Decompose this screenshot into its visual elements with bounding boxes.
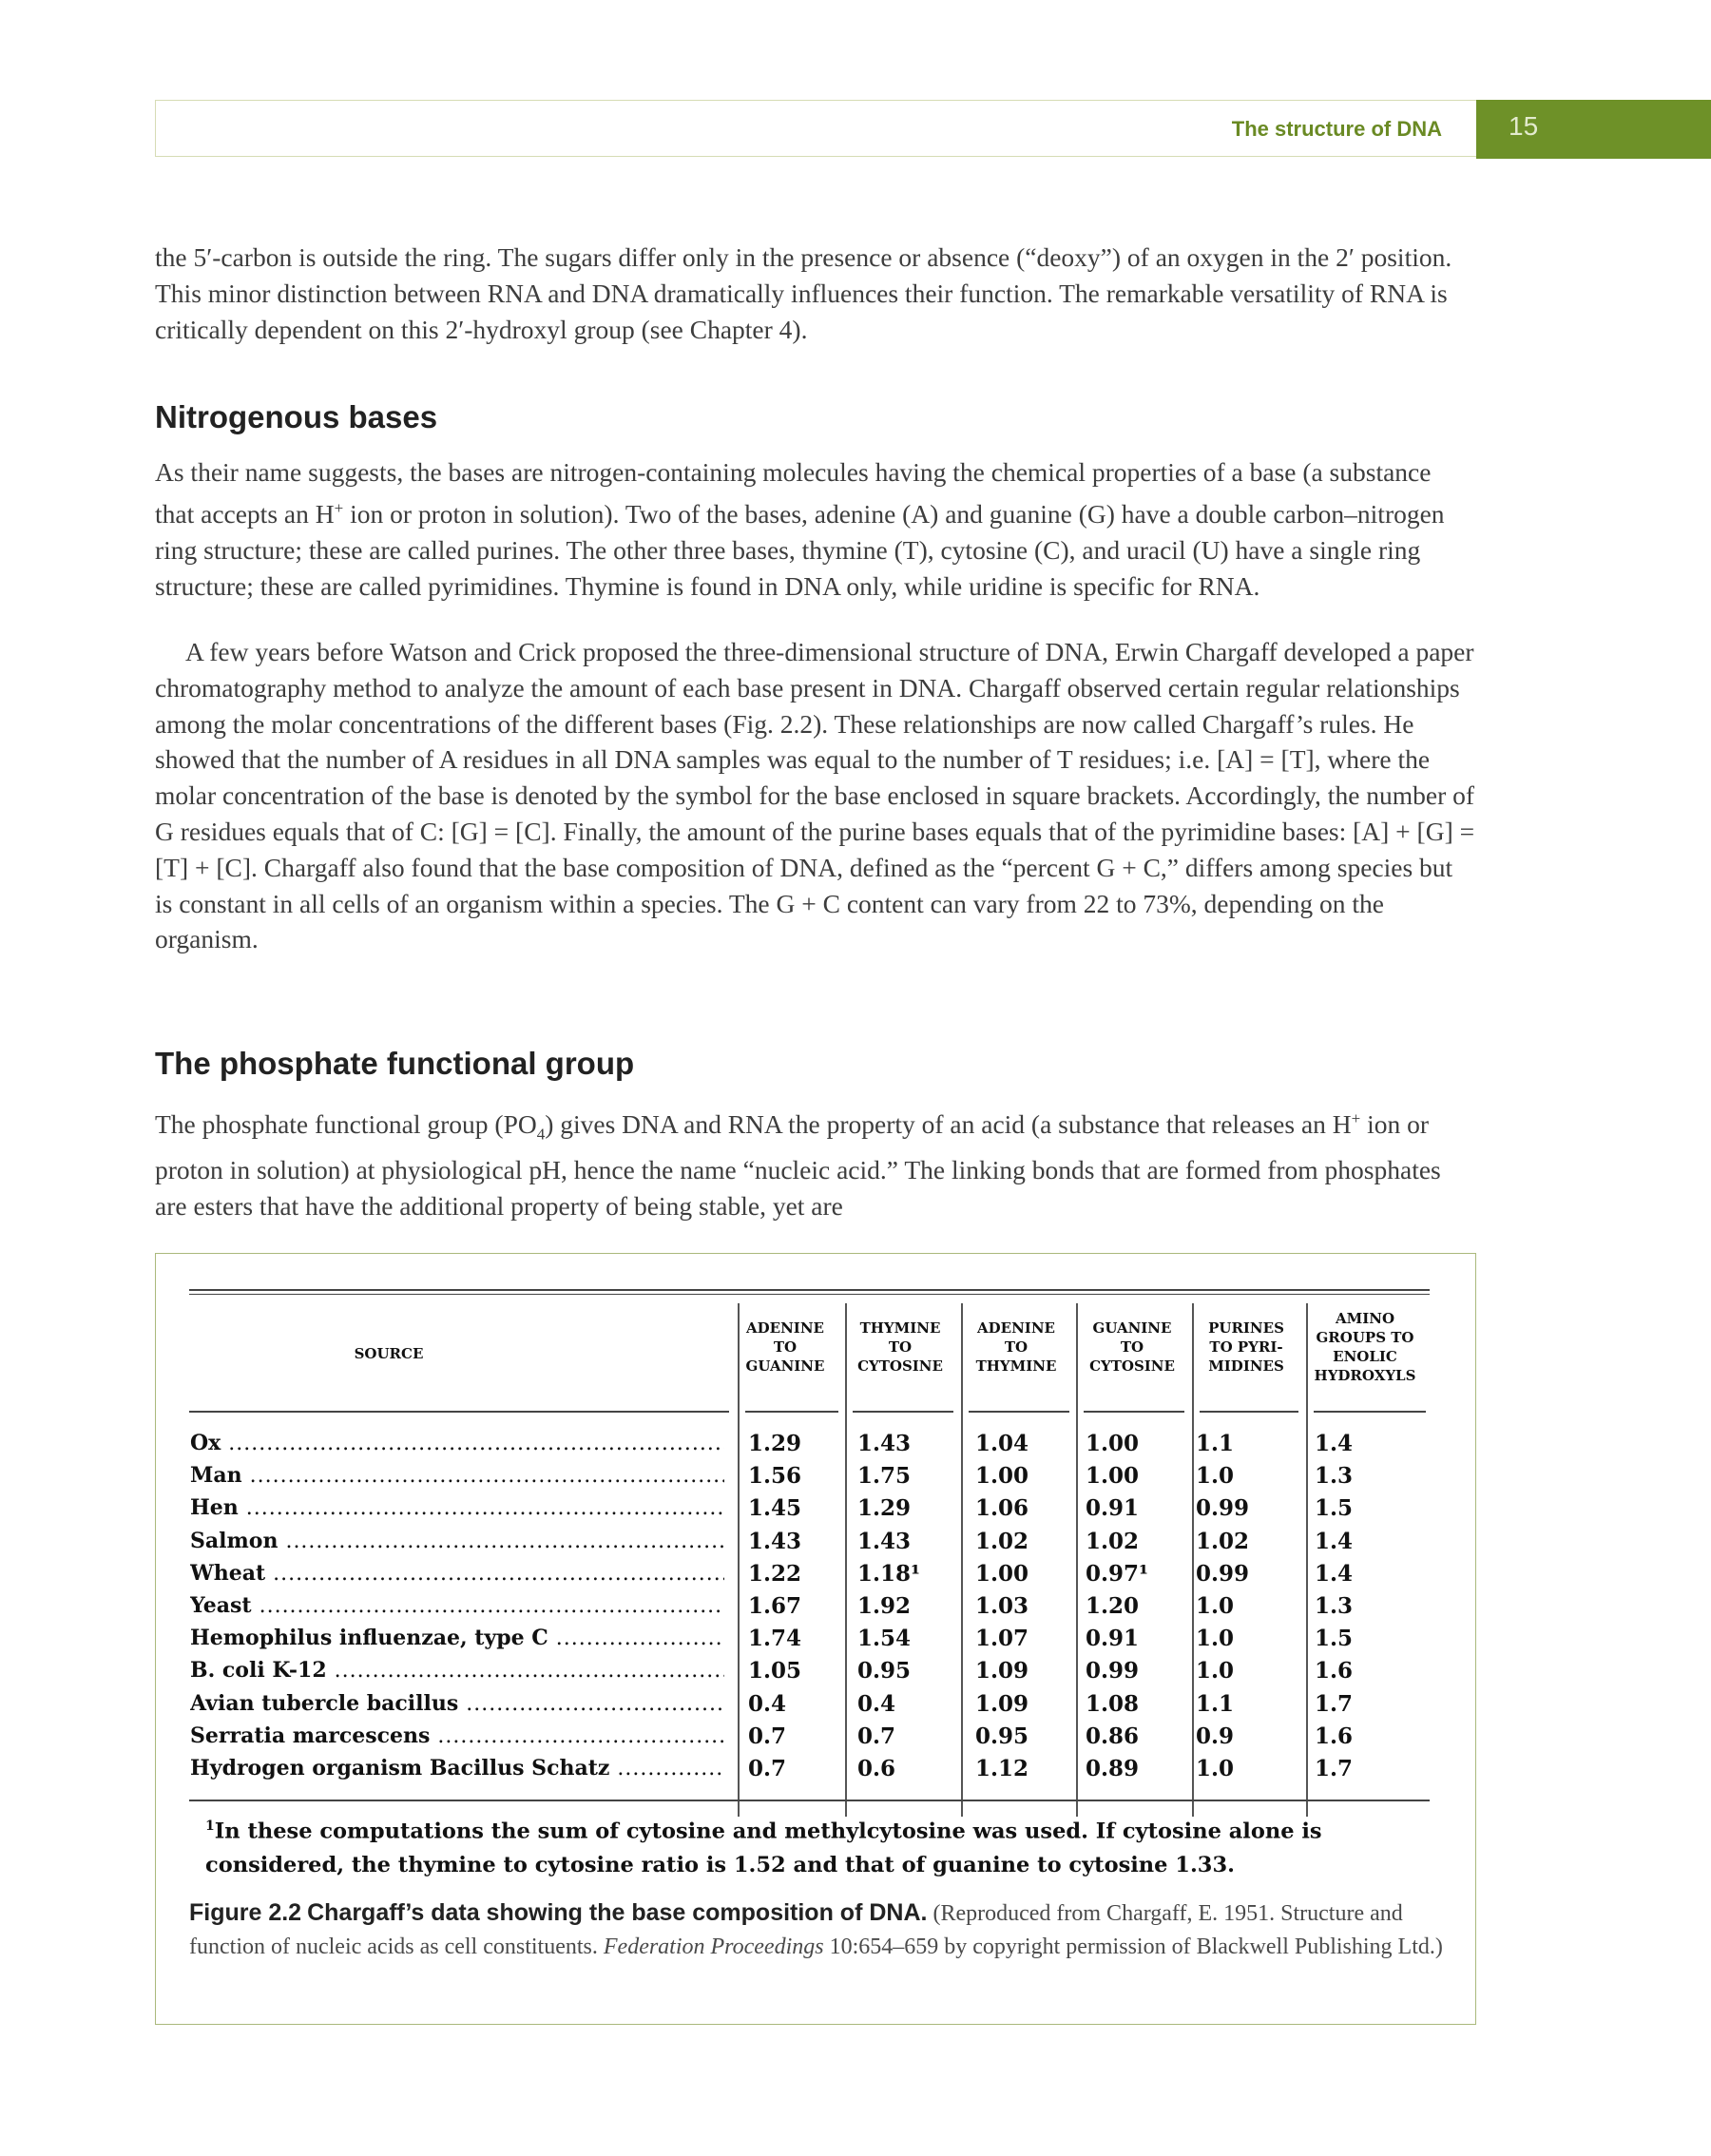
table-row [190, 1431, 1426, 1463]
row-value: 1.7 [1315, 1756, 1354, 1781]
text-run: ) gives DNA and RNA the property of an acid (a substance that releases an H [545, 1109, 1352, 1140]
header-amino-hydroxyls [1308, 1309, 1422, 1385]
row-value: 1.0 [1196, 1626, 1235, 1652]
row-value: 0.7 [748, 1756, 787, 1781]
row-value: 1.1 [1196, 1690, 1235, 1717]
table-row [190, 1529, 1426, 1561]
row-source: Avian tubercle bacillus ..... [190, 1691, 724, 1716]
row-value: 0.91 [1086, 1495, 1140, 1522]
row-value: 1.02 [1196, 1528, 1250, 1554]
row-value: 1.06 [975, 1495, 1029, 1522]
row-source: Serratia marcescens ..... [190, 1723, 724, 1748]
row-value: 1.0 [1196, 1756, 1235, 1781]
table-footnote [205, 1810, 1432, 1882]
section-heading-phosphate-group: The phosphate functional group [155, 1046, 635, 1081]
row-value: 0.4 [857, 1690, 896, 1717]
header-underline [745, 1411, 838, 1413]
row-value: 1.43 [857, 1528, 912, 1554]
caption-credit: (Reproduced from Chargaff, E. 1951. Structure and function of nucleic acids as cell constituents. [189, 1901, 1403, 1959]
row-value: 0.95 [857, 1658, 912, 1684]
phosphate-paragraph [155, 1101, 1476, 1224]
table-row [190, 1561, 1426, 1593]
row-value: 1.74 [748, 1626, 802, 1652]
running-head-title: The structure of DNA [1231, 117, 1442, 141]
caption-journal: Federation Proceedings [603, 1935, 824, 1959]
header-underline [1084, 1411, 1184, 1413]
table-top-rule-thin [189, 1294, 1430, 1295]
header-underline [969, 1411, 1069, 1413]
row-value: 1.6 [1315, 1658, 1354, 1684]
footnote-text: In these computations the sum of cytosine and methylcytosine was used. If cytosine alone is considered, the thymine to cytosine ratio is 1.52 and that of guanine to cytosine 1.33. [205, 1819, 1322, 1877]
header-line: HYDROXYLS [1314, 1367, 1416, 1384]
table-row [190, 1658, 1426, 1690]
row-value: 1.18¹ [857, 1560, 921, 1587]
row-value: 0.86 [1086, 1723, 1140, 1749]
row-value: 1.4 [1315, 1528, 1354, 1554]
row-value: 1.02 [1086, 1528, 1140, 1554]
row-source: Hen ..... [190, 1495, 724, 1520]
row-source: Salmon ..... [190, 1529, 724, 1553]
subscript: 4 [536, 1125, 546, 1144]
header-underline [189, 1411, 729, 1413]
caption-title: Chargaff’s data showing the base composition of DNA. [307, 1899, 928, 1926]
caption-label: Figure 2.2 [189, 1899, 302, 1926]
row-value: 1.09 [975, 1690, 1029, 1717]
row-value: 0.99 [1196, 1495, 1250, 1522]
row-value: 1.22 [748, 1560, 802, 1587]
row-value: 1.09 [975, 1658, 1029, 1684]
row-value: 1.92 [857, 1593, 912, 1619]
row-value: 1.5 [1315, 1626, 1354, 1652]
page-number: 15 [1509, 111, 1539, 141]
table-row [190, 1495, 1426, 1528]
row-value: 0.6 [857, 1756, 896, 1781]
row-value: 1.3 [1315, 1463, 1354, 1490]
row-value: 1.08 [1086, 1690, 1140, 1717]
row-value: 1.12 [975, 1756, 1029, 1781]
row-value: 1.6 [1315, 1723, 1354, 1749]
header-line: CYTOSINE [1089, 1357, 1175, 1375]
row-value: 1.02 [975, 1528, 1029, 1554]
row-value: 1.75 [857, 1463, 912, 1490]
row-value: 1.1 [1196, 1431, 1235, 1456]
row-value: 0.7 [857, 1723, 896, 1749]
header-thymine-cytosine [853, 1319, 948, 1376]
row-source: Ox ..... [190, 1431, 724, 1455]
text-run: ion or proton in solution). Two of the bases, adenine (A) and guanine (G) have a double carbon–nitrogen ring structure; these are called purines. The other three bases, thymine (T), cytosine (C), and uracil (U) have a single ring structure; these are called pyrimidines. Thymine is found in DNA only, while uridine is specific for RNA. [155, 498, 1445, 601]
caption-credit: 10:654–659 by copyright permission of Blackwell Publishing Ltd.) [823, 1935, 1443, 1959]
header-line: ADENINE [746, 1319, 824, 1337]
table-row [190, 1626, 1426, 1658]
row-value: 0.95 [975, 1723, 1029, 1749]
nitrogenous-bases-paragraph-2 [155, 634, 1476, 957]
row-value: 0.99 [1196, 1560, 1250, 1587]
row-value: 1.45 [748, 1495, 802, 1522]
header-line: CYTOSINE [857, 1357, 943, 1375]
row-value: 1.43 [748, 1528, 802, 1554]
page-number-tab [1476, 100, 1711, 159]
table-row [190, 1691, 1426, 1723]
row-value: 1.3 [1315, 1593, 1354, 1619]
row-value: 1.4 [1315, 1560, 1354, 1587]
row-value: 1.0 [1196, 1658, 1235, 1684]
row-value: 0.97¹ [1086, 1560, 1149, 1587]
row-value: 1.29 [857, 1495, 912, 1522]
table-row [190, 1723, 1426, 1756]
row-value: 1.04 [975, 1431, 1029, 1456]
row-source: Yeast ..... [190, 1593, 724, 1618]
row-value: 1.03 [975, 1593, 1029, 1619]
row-value: 0.89 [1086, 1756, 1140, 1781]
row-value: 0.9 [1196, 1723, 1235, 1749]
row-source: Wheat ..... [190, 1561, 724, 1586]
row-value: 1.7 [1315, 1690, 1354, 1717]
header-adenine-thymine [969, 1319, 1064, 1376]
row-value: 1.67 [748, 1593, 802, 1619]
header-line: GROUPS TO [1316, 1329, 1414, 1346]
figure-caption [189, 1896, 1453, 1964]
superscript: + [334, 498, 344, 517]
row-value: 0.7 [748, 1723, 787, 1749]
figure-2-2 [155, 1253, 1476, 2025]
header-line: MIDINES [1208, 1357, 1284, 1375]
header-line: GUANINE [1092, 1319, 1172, 1337]
row-value: 1.43 [857, 1431, 912, 1456]
row-value: 1.00 [1086, 1463, 1140, 1490]
row-source: B. coli K-12 ..... [190, 1658, 724, 1683]
intro-paragraph: the 5′-carbon is outside the ring. The sugars differ only in the presence or absence (“deoxy”) of an oxygen in the 2′ position. This minor distinction between RNA and DNA dramatically influences their function. The remarkable versatility of RNA is critically dependent on this 2′-hydroxyl group (see Chapter 4). [155, 242, 1452, 344]
row-value: 1.07 [975, 1626, 1029, 1652]
row-value: 1.54 [857, 1626, 912, 1652]
footnote-mark: 1 [205, 1819, 215, 1834]
header-line: TO [1004, 1338, 1029, 1356]
text-run: A few years before Watson and Crick proposed the three-dimensional structure of DNA, Erwin Chargaff developed a paper chromatography method to analyze the amount of each base present in DNA. Chargaff observed certain regular relationships among the molar concentrations of the different bases (Fig. 2.2). These relationships are now called Chargaff’s rules. He showed that the number of A residues in all DNA samples was equal to the number of T residues; i.e. [A] = [T], where the molar concentration of the base is denoted by the symbol for the base enclosed in square brackets. Accordingly, the number of G residues equals that of C: [G] = [C]. Finally, the amount of the purine bases equals that of the pyrimidine bases: [A] + [G] = [T] + [C]. Chargaff also found that the base composition of DNA, defined as the “percent G + C,” differs among species but is constant in all cells of an organism within a species. The G + C content can vary from 22 to 73%, depending on the organism. [155, 637, 1475, 954]
superscript: + [1351, 1109, 1361, 1127]
header-purines-pyrimidines [1199, 1319, 1294, 1376]
header-underline [1314, 1411, 1426, 1413]
row-value: 1.56 [748, 1463, 802, 1490]
header-source: SOURCE [354, 1345, 424, 1362]
table-bottom-rule [189, 1800, 1430, 1801]
row-source: Hydrogen organism Bacillus Schatz ..... [190, 1756, 724, 1781]
header-line: ADENINE [977, 1319, 1055, 1337]
header-underline [853, 1411, 953, 1413]
row-value: 1.29 [748, 1431, 802, 1456]
text-run: As their name suggests, the bases are nitrogen-containing molecules having the chemical properties of a base (a substance that accepts an H [155, 457, 1432, 529]
header-line: TO [773, 1338, 798, 1356]
header-line: AMINO [1335, 1310, 1395, 1327]
header-line: ENOLIC [1333, 1348, 1397, 1365]
running-header [155, 100, 1476, 157]
table-row [190, 1463, 1426, 1495]
header-line: PURINES [1208, 1319, 1284, 1337]
row-value: 1.5 [1315, 1495, 1354, 1522]
row-value: 1.4 [1315, 1431, 1354, 1456]
row-value: 1.00 [975, 1560, 1029, 1587]
row-value: 0.4 [748, 1690, 787, 1717]
text-run: ion or proton in solution) at physiological pH, hence the name “nucleic acid.” The linking bonds that are formed from phosphates are esters that have the additional property of being stable, yet are [155, 1109, 1441, 1222]
row-source: Man ..... [190, 1463, 724, 1488]
section-heading-nitrogenous-bases: Nitrogenous bases [155, 399, 438, 434]
header-line: TO PYRI- [1209, 1338, 1283, 1356]
header-line: THYMINE [975, 1357, 1057, 1375]
header-line: TO [888, 1338, 913, 1356]
nitrogenous-bases-paragraph-1 [155, 454, 1476, 604]
row-value: 0.99 [1086, 1658, 1140, 1684]
row-value: 1.00 [975, 1463, 1029, 1490]
row-value: 0.91 [1086, 1626, 1140, 1652]
header-underline [1200, 1411, 1298, 1413]
table-row [190, 1593, 1426, 1626]
row-value: 1.05 [748, 1658, 802, 1684]
header-line: TO [1120, 1338, 1144, 1356]
text-run: The phosphate functional group (PO [155, 1109, 537, 1140]
row-value: 1.0 [1196, 1593, 1235, 1619]
header-adenine-guanine [738, 1319, 833, 1376]
header-guanine-cytosine [1085, 1319, 1180, 1376]
row-value: 1.00 [1086, 1431, 1140, 1456]
row-value: 1.20 [1086, 1593, 1140, 1619]
row-value: 1.0 [1196, 1463, 1235, 1490]
table-top-rule [189, 1289, 1430, 1291]
header-line: THYMINE [859, 1319, 941, 1337]
row-source: Hemophilus influenzae, type C ..... [190, 1626, 724, 1650]
header-line: GUANINE [745, 1357, 825, 1375]
table-row [190, 1756, 1426, 1788]
